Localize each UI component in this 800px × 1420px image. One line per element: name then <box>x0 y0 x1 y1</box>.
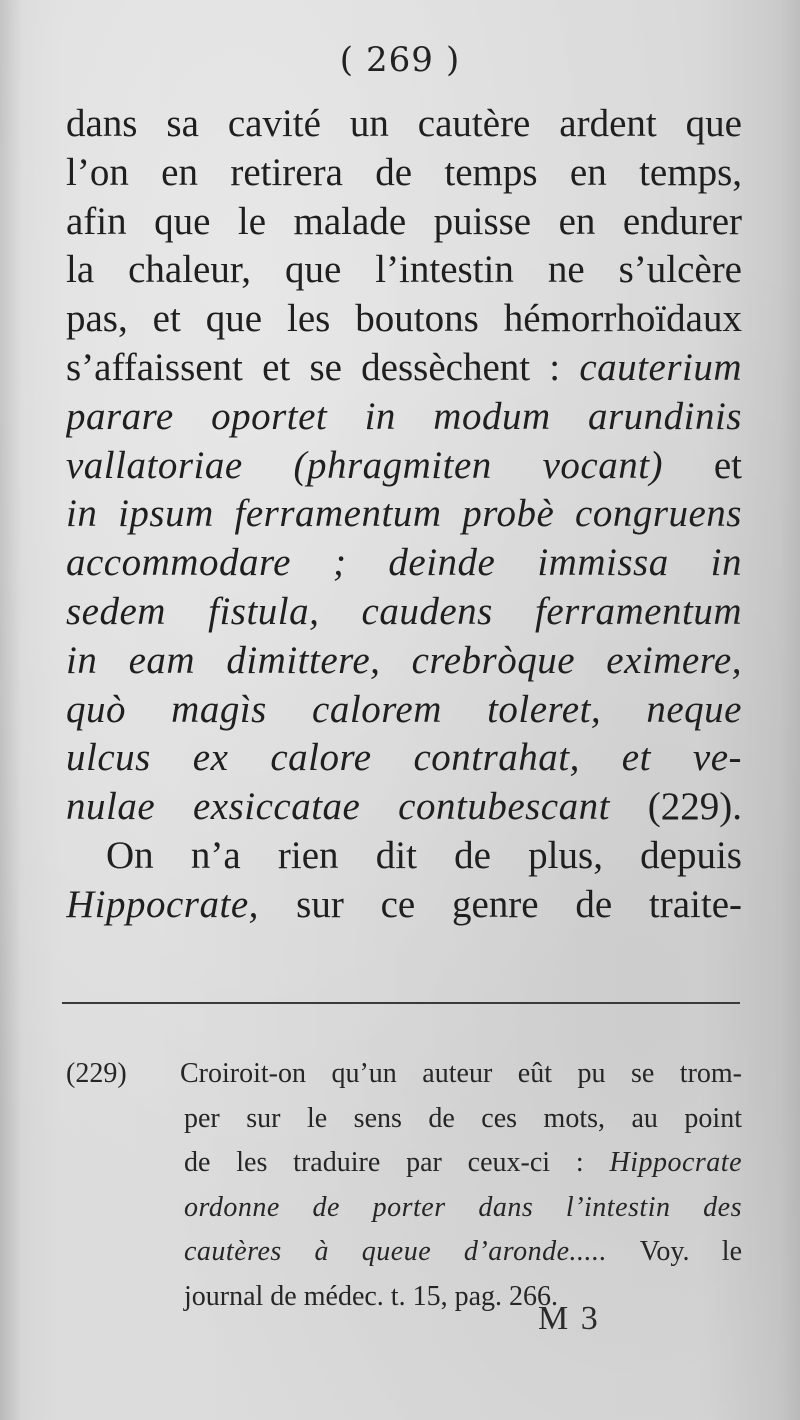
text-line-latin <box>66 637 742 686</box>
text-line-content: ulcus ex calore contrahat, et ve- <box>66 736 742 780</box>
footnote-line-content: ordonne de porter dans l’intestin des <box>184 1191 742 1223</box>
text-line-content: l’on en retirera de temps en temps, <box>66 150 742 194</box>
text-line-content: la chaleur, que l’intestin ne s’ulcère <box>66 248 742 292</box>
footnote-line-italic: cautères à queue d’aronde..... <box>184 1236 640 1267</box>
footnote-line-content: journal de médec. t. 15, pag. 266. <box>184 1280 559 1312</box>
text-line-content: quò magìs calorem toleret, neque <box>66 687 742 731</box>
text-line <box>66 246 742 295</box>
text-line-latin <box>66 490 742 539</box>
page-number-value: 269 <box>366 40 434 80</box>
text-line-roman: sur ce genre de traite- <box>296 882 742 926</box>
text-line <box>66 344 742 393</box>
footnote-line <box>66 1141 742 1186</box>
footnote-marker: (229) <box>66 1058 127 1089</box>
footnote-line <box>66 1186 742 1231</box>
text-line-italic: nulae exsiccatae contubescant <box>66 785 648 829</box>
text-line-content: accommodare ; deinde immissa in <box>66 541 742 585</box>
footnote-line-content: Croiroit-on qu’un auteur eût pu se trom- <box>180 1058 742 1089</box>
text-line-italic: cauterium <box>579 345 742 389</box>
main-text <box>66 100 742 930</box>
footnote-line-roman: Voy. le <box>639 1236 742 1267</box>
footnote-line <box>66 1275 742 1320</box>
footnote <box>66 1052 742 1319</box>
text-line-italic: Hippocrate, <box>66 882 297 926</box>
page-number-open-paren: ( <box>339 40 355 80</box>
text-line-content: dans sa cavité un cautère ardent que <box>66 102 742 145</box>
text-line-latin <box>66 539 742 588</box>
page-number <box>0 40 800 80</box>
text-line-latin <box>66 686 742 735</box>
footnote-line-content: per sur le sens de ces mots, au point <box>184 1102 742 1134</box>
text-line-content: in eam dimittere, crebròque eximere, <box>66 638 742 682</box>
footnote-line <box>66 1097 742 1142</box>
text-line <box>66 100 742 149</box>
text-line <box>66 295 742 344</box>
footnote-line <box>66 1052 742 1097</box>
text-line-latin <box>66 393 742 442</box>
footnote-line <box>66 1230 742 1275</box>
text-line <box>66 881 742 930</box>
text-line-roman: et <box>713 443 742 487</box>
text-line-content: On n’a rien dit de plus, depuis <box>106 833 742 877</box>
footnote-line-roman: de les traduire par ceux-ci : <box>184 1147 610 1178</box>
text-line <box>66 198 742 247</box>
text-line-content: sedem fistula, caudens ferramentum <box>66 589 742 633</box>
text-line-italic: vallatoriae (phragmiten vocant) <box>66 443 714 487</box>
page-number-close-paren: ) <box>445 40 461 80</box>
signature-mark: M 3 <box>538 1300 600 1337</box>
text-line-content: pas, et que les boutons hémorrhoïdaux <box>66 297 742 341</box>
footnote-reference: (229). <box>647 785 742 829</box>
text-line <box>66 149 742 198</box>
footnote-divider <box>62 1002 740 1004</box>
text-line-latin <box>66 588 742 637</box>
text-line-roman: s’affaissent et se dessèchent : <box>66 345 580 389</box>
text-line-content: in ipsum ferramentum probè congruens <box>66 492 742 536</box>
text-line-content: parare oportet in modum arundinis <box>66 394 742 438</box>
text-line-latin <box>66 783 742 832</box>
footnote-line-italic: Hippocrate <box>609 1147 742 1178</box>
text-line-content: afin que le malade puisse en endurer <box>66 199 742 243</box>
text-line-latin <box>66 734 742 783</box>
text-line-latin <box>66 442 742 491</box>
text-line <box>66 832 742 881</box>
